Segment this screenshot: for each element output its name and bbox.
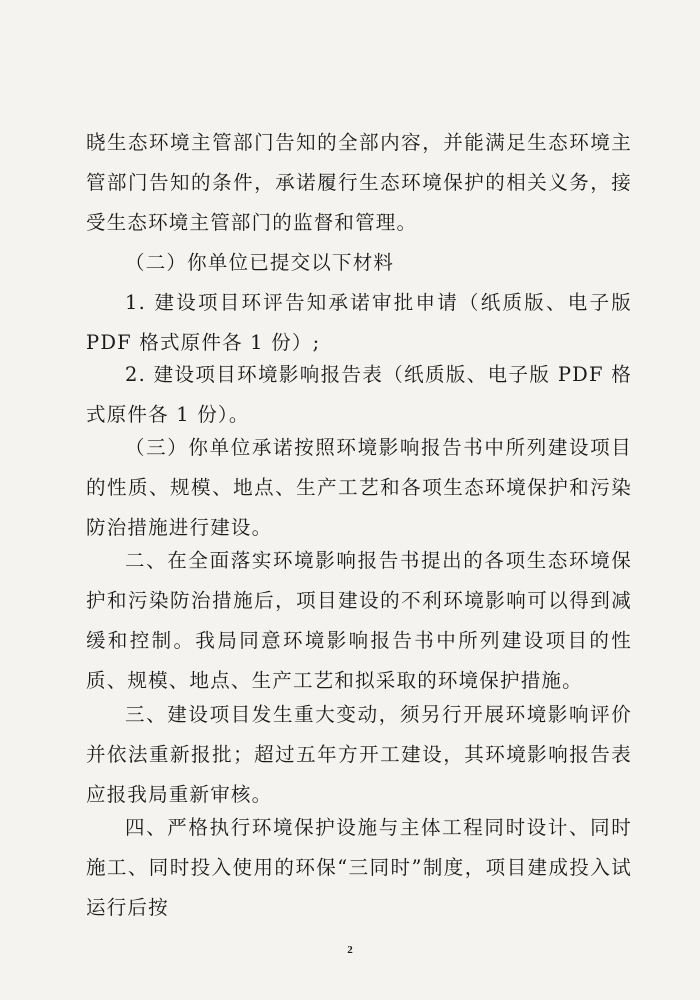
paragraph-section-three: 三、建设项目发生重大变动，须另行开展环境影响评价并依法重新报批；超过五年方开工建设，其环境影响报告表应报我局重新审核。 — [86, 703, 632, 806]
paragraph-material-1: 1. 建设项目环评告知承诺审批申请（纸质版、电子版 PDF 格式原件各 1 份）; — [86, 291, 632, 354]
paragraph-material-2: 2. 建设项目环境影响报告表（纸质版、电子版 PDF 格式原件各 1 份）。 — [86, 363, 632, 426]
paragraph-continuation: 晓生态环境主管部门告知的全部内容，并能满足生态环境主管部门告知的条件，承诺履行生态环境保护的相关义务，接受生态环境主管部门的监督和管理。 — [86, 131, 632, 234]
paragraph-section-two: 二、在全面落实环境影响报告书提出的各项生态环境保护和污染防治措施后，项目建设的不利环境影响可以得到减缓和控制。我局同意环境影响报告书中所列建设项目的性质、规模、地点、生产工艺和拟采取的环境保护措施。 — [86, 549, 632, 692]
page-number: 2 — [347, 944, 353, 956]
paragraph-submitted-materials-heading: （二）你单位已提交以下材料 — [125, 251, 395, 274]
paragraph-commitment: （三）你单位承诺按照环境影响报告书中所列建设项目的性质、规模、地点、生产工艺和各项生态环境保护和污染防治措施进行建设。 — [86, 436, 632, 539]
paragraph-section-four: 四、严格执行环境保护设施与主体工程同时设计、同时施工、同时投入使用的环保“三同时”制度，项目建成投入试运行后按 — [86, 816, 632, 919]
